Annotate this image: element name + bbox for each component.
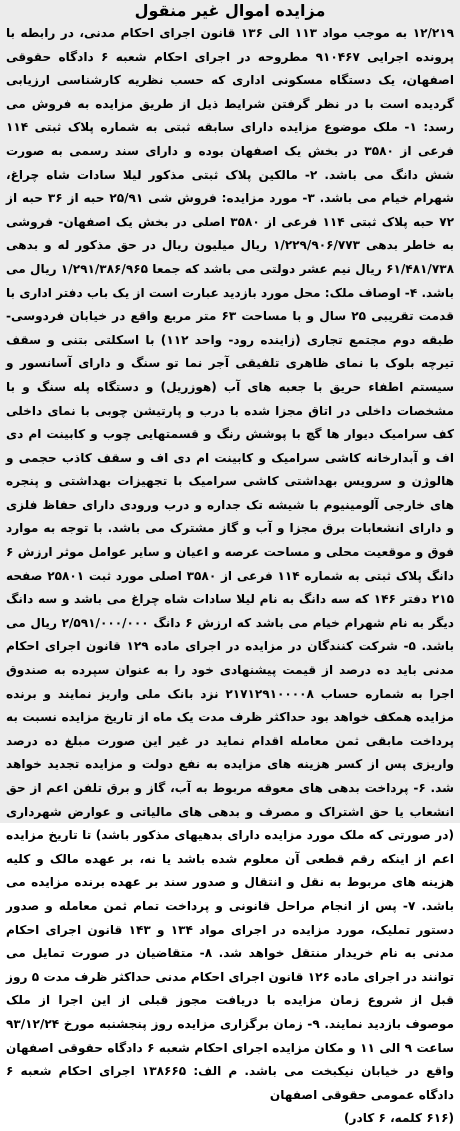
notice-body: ۱۲/۲۱۹ به موجب مواد ۱۱۳ الی ۱۳۶ قانون اجرای احکام مدنی، در رابطه با پرونده اجرایی ۹۱۰۴۶۷ مطروحه در اجرای احکام شعبه ۶ دادگاه حقوقی اصفهان، یک دستگاه مسکونی اداری که حسب نظریه کارشناسی ارزیابی گردیده است با در نظر گرفتن شرایط ذیل از طریق مزایده به فروش می رسد: ۱- ملک موضوع مزایده دارای سابقه ثبتی به شماره پلاک ثبتی ۱۱۴ فرعی از ۳۵۸۰ در بخش یک اصفهان بوده و دارای سند رسمی به صورت شش دانگ می باشد. ۲- مالکین پلاک ثبتی مذکور لیلا سادات شاه چراغ، شهرام خیام می باشد. ۳- مورد مزایده: فروش شی ۲۵/۹۱ حبه از ۳۶ حبه از ۷۲ حبه پلاک ثبتی ۱۱۴ فرعی از ۳۵۸۰ اصلی در بخش یک اصفهان- فروشی به خاطر بدهی ۱/۲۲۹/۹۰۶/۷۷۳ ریال میلیون ریال در حق مذکور له و بدهی ۶۱/۴۸۱/۷۳۸ ریال نیم عشر دولتی می باشد که جمعا ۱/۲۹۱/۳۸۶/۹۶۵ ریال می باشد. ۴- اوصاف ملک: محل مورد بازدید عبارت است از یک باب دفتر اداری با قدمت تقریبی ۲۵ سال و با مساحت ۶۳ متر مربع واقع در خیابان فردوسی- طبقه دوم مجتمع تجاری (زاینده رود- واحد ۱۱۲) با اسکلتی بتنی و سقف تیرچه بلوک با نمای ظاهری تلفیقی آجر نما تو سنگ و دارای آسانسور و سیستم اطفاء حریق با جعبه های آب (هوزریل) و دستگاه پله سنگ و با مشخصات داخلی در اتاق مجزا شده با درب و پارتیشن چوبی با نمای داخلی کف سرامیک دیوار ها گچ با پوشش رنگ و قسمتهایی چوب و کابینت ام دی اف و آبدارخانه کاشی سرامیک و کابینت ام دی اف و سقف کاذب حجمی و هالوژن و سرویس بهداشتی کاشی سرامیک با تجهیزات بهداشتی و پنجره های خارجی آلومینیوم با شیشه تک جداره و درب ورودی دارای حفاظ فلزی و دارای انشعابات برق مجزا و آب و گاز مشترک می باشد. با توجه به موارد فوق و موقعیت محلی و مساحت عرصه و اعیان و سایر عوامل موثر ارزش ۶ دانگ پلاک ثبتی به شماره ۱۱۴ فرعی از ۳۵۸۰ اصلی مورد ثبت ۲۵۸۰۱ صفحه ۲۱۵ دفتر ۱۴۶ که سه دانگ به نام لیلا سادات شاه چراغ می باشد و سه دانگ دیگر به نام شهرام خیام می باشد که ارزش ۶ دانگ ۲/۵۹۱/۰۰۰/۰۰۰ ریال می باشد. ۵- شرکت کنندگان در مزایده در اجرای ماده ۱۲۹ قانون اجرای احکام مدنی باید ده درصد از قیمت پیشنهادی خود را به عنوان سپرده به صندوق اجرا به شماره حساب ۲۱۷۱۲۹۱۰۰۰۰۸ نزد بانک ملی واریز نمایند و برنده مزایده همکف خواهد بود حداکثر ظرف مدت یک ماه از تاریخ مزایده نسبت به پرداخت مابقی ثمن معامله اقدام نماید در غیر این صورت مبلغ ده درصد واریزی پس از کسر هزینه های مزایده به نفع دولت و مزایده تجدید خواهد شد. ۶- پرداخت بدهی های معوقه مربوط به آب، گاز و برق تلفن اعم از حق انشعاب یا حق اشتراک و مصرف و بدهی های مالیاتی و عوارض شهرداری (در صورتی که ملک مورد مزایده دارای بدهیهای مذکور باشد) تا تاریخ مزایده اعم از اینکه رقم قطعی آن معلوم شده باشد یا نه، بر عهده مالک و کلیه هزینه های مربوط به نقل و انتقال و صدور سند بر عهده برنده مزایده می باشد. ۷- پس از انجام مراحل قانونی و پرداخت تمام ثمن معامله و صدور دستور تملیک، مورد مزایده در اجرای مواد ۱۳۴ و ۱۴۳ قانون اجرای احکام مدنی به نام خریدار منتقل خواهد شد. ۸- متقاضیان در صورت تمایل می توانند در اجرای ماده ۱۲۶ قانون اجرای احکام مدنی حداکثر ظرف مدت ۵ روز قبل از شروع زمان مزایده با دریافت مجوز قبلی از این اجرا از ملک موصوف بازدید نمایند. ۹- زمان برگزاری مزایده روز پنجشنبه مورخ ۹۳/۱۲/۲۴ ساعت ۹ الی ۱۱ و مکان مزایده اجرای احکام شعبه ۶ دادگاه حقوقی اصفهان واقع در خیابان نیکبخت می باشد. م الف: ۱۳۸۶۶۵ اجرای احکام شعبه ۶ دادگاه عمومی حقوقی اصفهان	[6, 26, 455, 1102]
notice-footer: (۶۱۶ کلمه، ۶ کادر)	[344, 1111, 454, 1126]
notice-title: مزایده اموال غیر منقول	[134, 1, 326, 20]
